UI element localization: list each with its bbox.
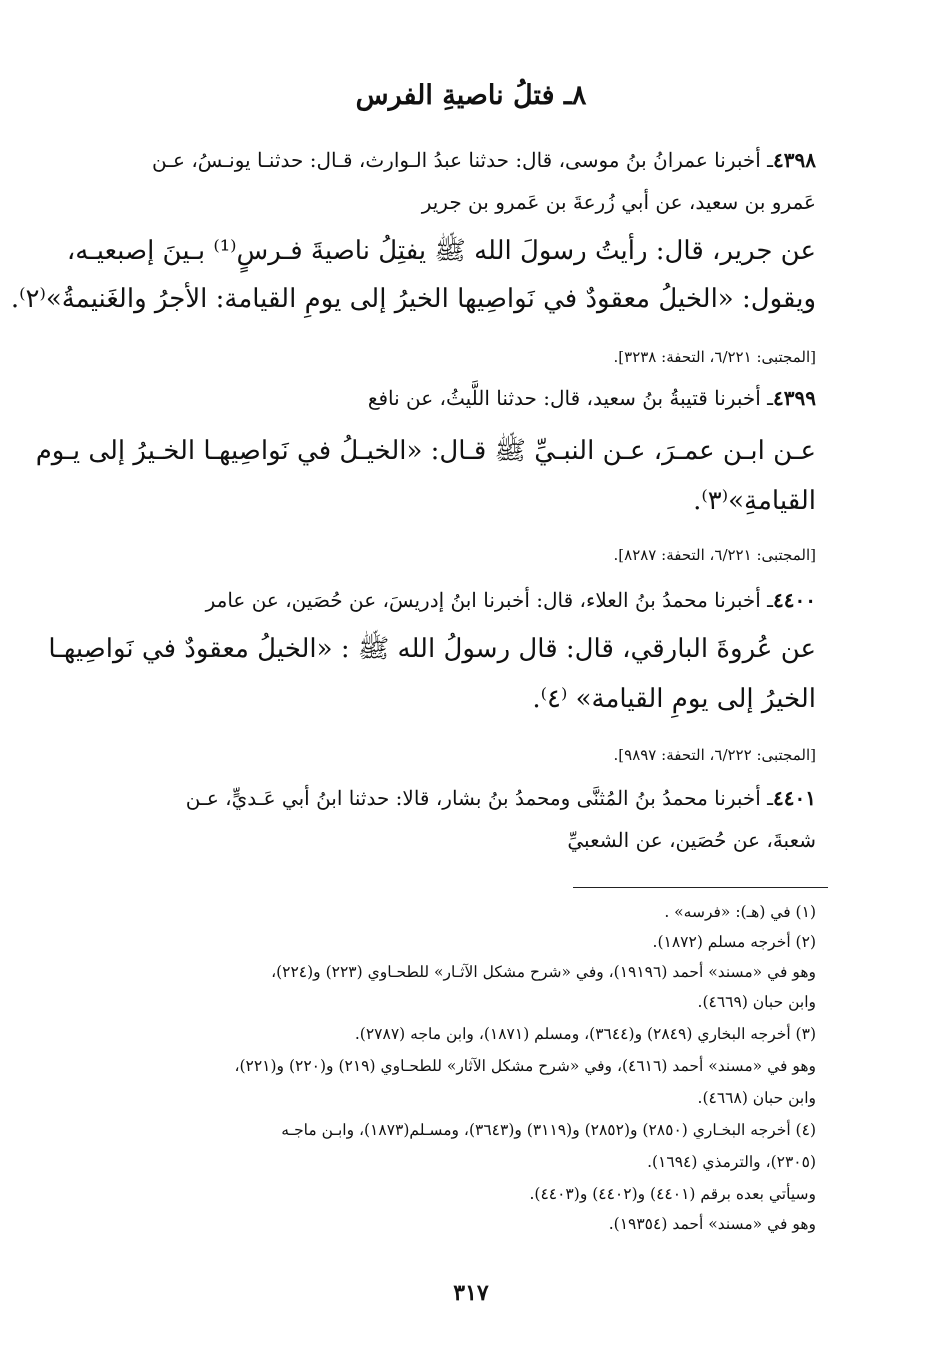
hadith-matn-line: الخيرُ إلى يومِ القيامة» ⁽٤⁾.	[532, 684, 816, 714]
hadith-number: ٤٣٩٨	[773, 148, 816, 172]
footnote-line: وهو في «مسند» أحمد (١٩١٩٦)، وفي «شرح مشكل الآثـار» للطحـاوي (٢٢٣) و(٢٢٤)،	[271, 963, 816, 981]
hadith-isnad-line	[206, 588, 816, 612]
hadith-reference: [المجتبى: ٦/٢٢١، التحفة: ٨٢٨٧].	[613, 546, 816, 564]
footnote-line: (٣) أخرجه البخاري (٢٨٤٩) و(٣٦٤٤)، ومسلم (١٨٧١)، وابن ماجه (٢٧٨٧).	[354, 1025, 816, 1043]
isnad-text: ـ أخبرنا محمدُ بنُ المُثنَّى ومحمدُ بنُ بشار، قالا: حدثنا ابنُ أبي عَـديٍّ، عـن	[185, 786, 774, 810]
footnote-line: (٢٣٠٥)، والترمذي (١٦٩٤).	[647, 1153, 816, 1171]
hadith-number: ٤٤٠٠	[773, 588, 816, 612]
hadith-number: ٤٤٠١	[773, 786, 816, 810]
footnote-line: (٤) أخرجه البخـاري (٢٨٥٠) و(٢٨٥٢) و(٣١١٩) و(٣٦٤٣)، ومسـلم(١٨٧٣)، وابـن ماجـه	[281, 1121, 816, 1139]
hadith-matn-line: عـن ابـن عمـرَ، عـن النبـيِّ ﷺ قـال: «الخيـلُ في نَواصِيهـا الخـيرُ إلى يـوم	[35, 436, 816, 466]
hadith-number: ٤٣٩٩	[773, 386, 816, 410]
footnote-line: وابن حبان (٤٦٦٨).	[697, 1089, 816, 1107]
isnad-text: ـ أخبرنا قتيبةُ بنُ سعيد، قال: حدثنا اللَّيثُ، عن نافع	[367, 386, 774, 410]
footnote-divider	[573, 887, 828, 888]
hadith-reference: [المجتبى: ٦/٢٢٢، التحفة: ٩٨٩٧].	[613, 746, 816, 764]
footnote-line: وسيأتي بعده برقم (٤٤٠١) و(٤٤٠٢) و(٤٤٠٣).	[529, 1185, 816, 1203]
hadith-isnad-line: عَمرو بن سعيد، عن أبي زُرعةَ بن عَمرو بن جرير	[421, 190, 816, 214]
footnote-line: وابن حبان (٤٦٦٩).	[697, 993, 816, 1011]
hadith-matn-line: القيامةِ»⁽٣⁾.	[693, 486, 816, 516]
hadith-isnad-line	[368, 386, 816, 410]
page-number: ٣١٧	[453, 1280, 489, 1306]
hadith-isnad-line: شعبةَ، عن حُصَين، عن الشعبيِّ	[567, 828, 816, 852]
isnad-text: ـ أخبرنا محمدُ بنُ العلاء، قال: أخبرنا ابنُ إدريسَ، عن حُصَين، عن عامر	[205, 588, 774, 612]
chapter-title: ٨ـ فتلُ ناصيةِ الفرس	[355, 80, 587, 111]
hadith-isnad-line	[152, 148, 816, 172]
hadith-isnad-line	[186, 786, 816, 810]
footnote-line: وهو في «مسند» أحمد (٤٦١٦)، وفي «شرح مشكل الآثار» للطحـاوي (٢١٩) و(٢٢٠) و(٢٢١)،	[234, 1057, 816, 1075]
footnote-line: (١) في (هـ): «فرسه» .	[664, 903, 816, 921]
isnad-text: ـ أخبرنا عمرانُ بنُ موسى، قال: حدثنا عبدُ الـوارث، قـال: حدثنـا يونـسُ، عـن	[151, 148, 774, 172]
hadith-matn-line: عن جرير، قال: رأيتُ رسولَ الله ﷺ يفتِلُ ناصيةَ فـرسٍ⁽¹⁾ بـينَ إصبعيـه،	[66, 236, 816, 266]
hadith-reference: [المجتبى: ٦/٢٢١، التحفة: ٣٢٣٨].	[613, 348, 816, 366]
hadith-matn-line: ويقول: «الخيلُ معقودٌ في نَواصِيها الخيرُ إلى يومِ القيامة: الأجرُ والغَنيمةُ»⁽٢⁾.	[10, 284, 816, 314]
footnote-line: وهو في «مسند» أحمد (١٩٣٥٤).	[608, 1215, 816, 1233]
hadith-matn-line: عن عُروةَ البارقي، قال: قال رسولُ الله ﷺ : «الخيلُ معقودٌ في نَواصِيهـا	[48, 634, 816, 664]
footnote-line: (٢) أخرجه مسلم (١٨٧٢).	[652, 933, 816, 951]
